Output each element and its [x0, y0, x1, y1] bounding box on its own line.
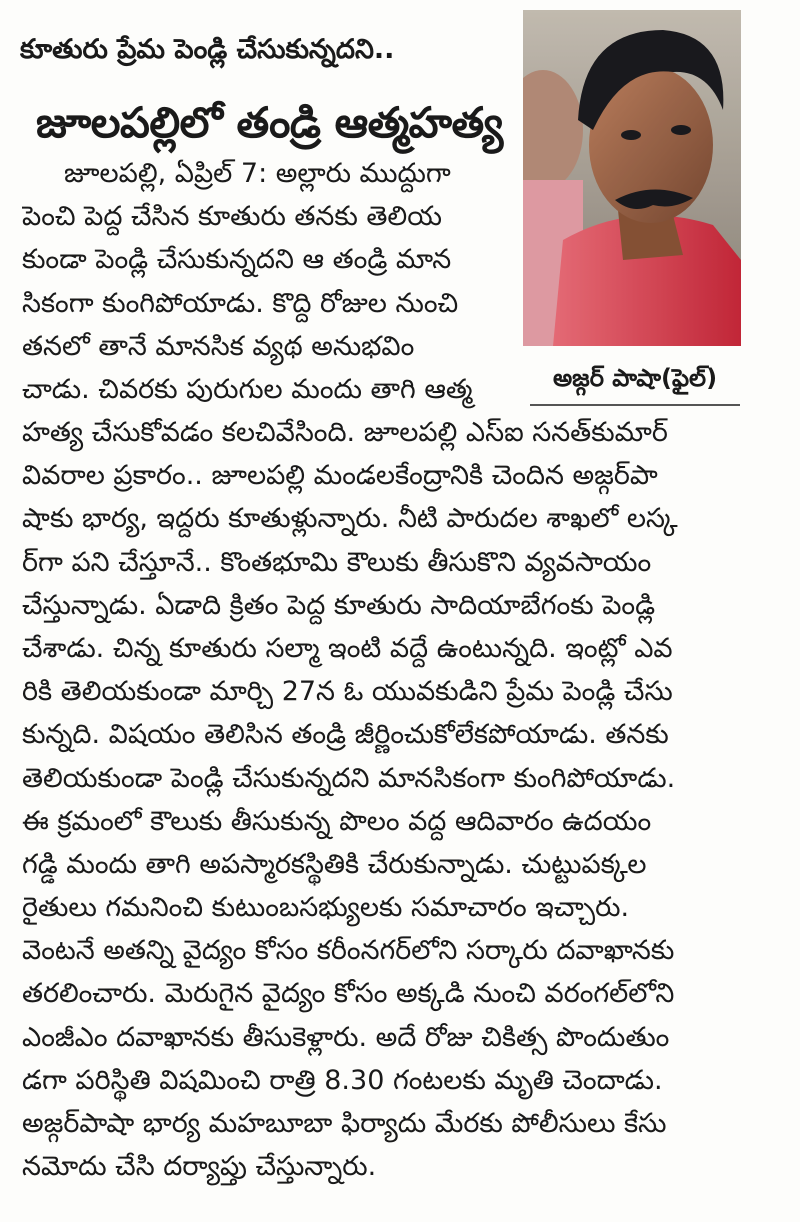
photo-caption: అజ్గర్ పాషా(ఫైల్) [530, 352, 740, 406]
article-headline: జూలపల్లిలో తండ్రి ఆత్మహత్య [36, 98, 503, 147]
body-line: గడ్డి మందు తాగి అపస్మారకస్థితికి చేరుకున్నాడు. చుట్టుపక్కల [22, 848, 647, 880]
body-line: రికి తెలియకుండా మార్చి 27న ఓ యువకుడిని ప్రేమ పెండ్లి చేసు [22, 676, 673, 708]
body-line: హత్య చేసుకోవడం కలచివేసింది. జూలపల్లి ఎస్ఐ సనత్‌కుమార్ [22, 417, 668, 448]
body-line: తనలో తానే మానసిక వ్యథ అనుభవిం [22, 330, 415, 362]
body-line: సికంగా కుంగిపోయాడు. కొద్ది రోజుల నుంచి [22, 287, 459, 319]
body-line: కున్నది. విషయం తెలిసిన తండ్రి జీర్ణించుకోలేకపోయాడు. తనకు [22, 719, 669, 751]
body-line: జూలపల్లి, ఏప్రిల్ 7: అల్లారు ముద్దుగా [64, 158, 451, 189]
body-line: ఈ క్రమంలో కౌలుకు తీసుకున్న పొలం వద్ద ఆదివారం ఉదయం [22, 805, 652, 837]
article-body-narrow [22, 152, 782, 411]
body-line: చాడు. చివరకు పురుగుల మందు తాగి ఆత్మ [22, 373, 473, 405]
body-line: కుండా పెండ్లి చేసుకున్నదని ఆ తండ్రి మాన [22, 244, 452, 276]
body-line: ఎంజీఎం దవాఖానకు తీసుకెళ్లారు. అదే రోజు చికిత్స పొందుతుం [22, 1021, 670, 1053]
body-line: వెంటనే అతన్ని వైద్యం కోసం కరీంనగర్‌లోని సర్కారు దవాఖానకు [22, 935, 675, 967]
body-line: నమోదు చేసి దర్యాప్తు చేస్తున్నారు. [22, 1151, 377, 1183]
body-line: పెంచి పెద్ద చేసిన కూతురు తనకు తెలియ [22, 201, 442, 233]
body-line: తెలియకుండా పెండ్లి చేసుకున్నదని మానసికంగా కుంగిపోయాడు. [22, 762, 676, 794]
body-line: ర్‌గా పని చేస్తూనే.. కొంతభూమి కౌలుకు తీసుకొని వ్యవసాయం [22, 546, 652, 578]
body-line: చేస్తున్నాడు. ఏడాది క్రితం పెద్ద కూతురు సాదియాబేగంకు పెండ్లి [22, 589, 656, 621]
body-line: చేశాడు. చిన్న కూతురు సల్మా ఇంటి వద్దే ఉంటున్నది. ఇంట్లో ఎవ [22, 632, 673, 664]
body-line: డగా పరిస్థితి విషమించి రాత్రి 8.30 గంటలకు మృతి చెందాడు. [22, 1064, 663, 1096]
article-body-wide [22, 411, 782, 1188]
body-line: అజ్గర్‌పాషా భార్య మహబూబా ఫిర్యాదు మేరకు పోలీసులు కేసు [22, 1108, 667, 1139]
body-line: షాకు భార్య, ఇద్దరు కూతుళ్లున్నారు. నీటి పారుదల శాఖలో లస్క [22, 503, 678, 535]
body-line: తరలించారు. మెరుగైన వైద్యం కోసం అక్కడి నుంచి వరంగల్‌లోని [22, 978, 675, 1010]
body-line: రైతులు గమనించి కుటుంబసభ్యులకు సమాచారం ఇచ్చారు. [22, 892, 630, 924]
body-line: వివరాల ప్రకారం.. జూలపల్లి మండలకేంద్రానికి చెందిన అజ్గర్‌పా [22, 460, 658, 492]
article-kicker: కూతురు ప్రేమ పెండ్లి చేసుకున్నదని.. [20, 34, 395, 65]
